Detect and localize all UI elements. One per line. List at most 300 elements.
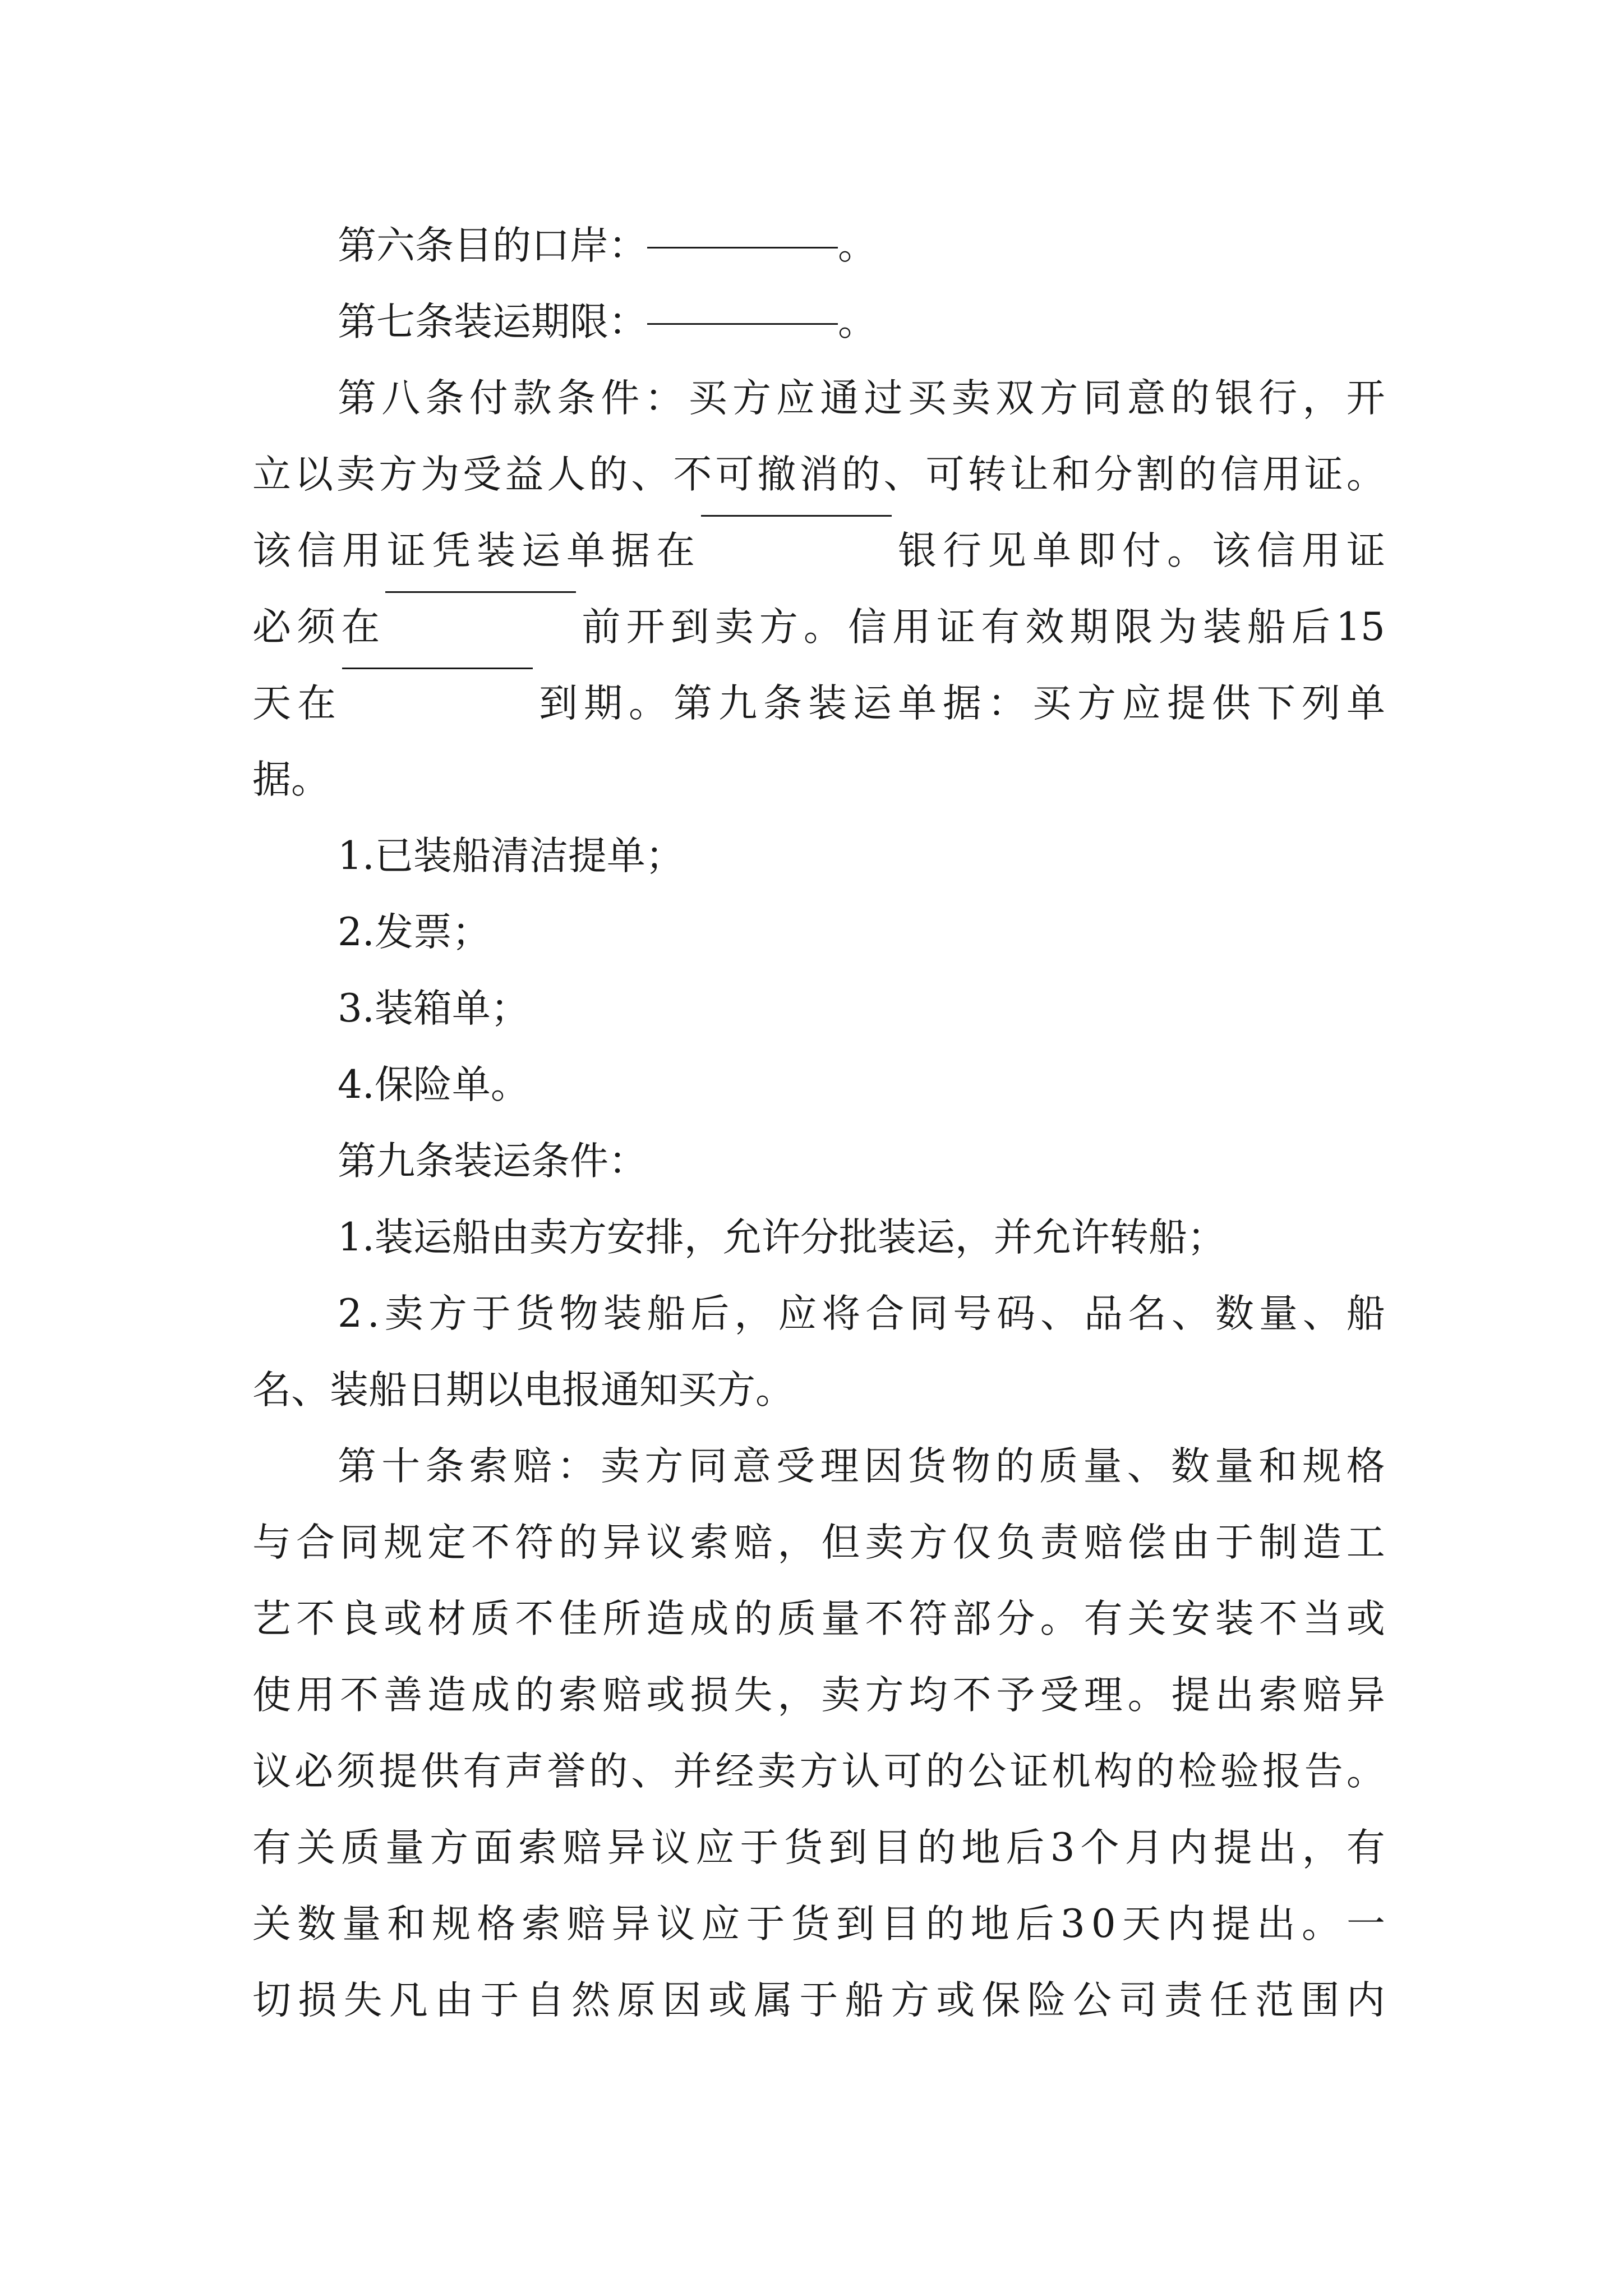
line-text: 。 bbox=[838, 300, 877, 344]
line-glyph: 让 bbox=[1009, 452, 1049, 497]
line-glyph: 在 bbox=[656, 528, 695, 573]
line-glyph: 意 bbox=[1127, 376, 1166, 421]
line-glyph: 索 bbox=[518, 1825, 557, 1870]
line-glyph: 异 bbox=[611, 1902, 651, 1947]
line-glyph: 的 bbox=[1178, 452, 1217, 497]
line-glyph: 方 bbox=[759, 605, 798, 650]
line-glyph: 偿 bbox=[1127, 1520, 1166, 1565]
line-glyph: 或 bbox=[708, 1978, 747, 2023]
line-glyph: ： bbox=[557, 1444, 596, 1489]
line-glyph: ， bbox=[734, 1291, 773, 1336]
line-glyph: 通 bbox=[820, 376, 859, 421]
line-glyph: 索 bbox=[469, 1444, 508, 1489]
line-glyph: 卖 bbox=[757, 1749, 796, 1794]
line-glyph: 意 bbox=[732, 1444, 771, 1489]
line-glyph: 量 bbox=[1258, 1291, 1298, 1336]
line-glyph: 赔 bbox=[1083, 1520, 1123, 1565]
line-glyph: 险 bbox=[1027, 1978, 1066, 2023]
line-glyph: 属 bbox=[754, 1978, 793, 2023]
line-glyph: 议 bbox=[651, 1825, 690, 1870]
line-glyph: 质 bbox=[471, 1596, 510, 1641]
line-glyph: 质 bbox=[777, 1596, 817, 1641]
line-glyph: 于 bbox=[740, 1825, 779, 1870]
line-glyph: 目 bbox=[880, 1902, 920, 1947]
line-glyph: 的 bbox=[589, 452, 628, 497]
line-glyph: 方 bbox=[799, 1749, 838, 1794]
line-glyph: 期 bbox=[1069, 605, 1109, 650]
line-glyph: 索 bbox=[522, 1902, 561, 1947]
line-glyph: 关 bbox=[297, 1825, 336, 1870]
line-glyph: 有 bbox=[981, 605, 1020, 650]
line-glyph: 割 bbox=[1136, 452, 1175, 497]
text-line bbox=[252, 894, 1385, 970]
line-glyph: 与 bbox=[252, 1520, 291, 1565]
line-glyph: 出 bbox=[1215, 1673, 1254, 1718]
line-glyph: 关 bbox=[252, 1902, 291, 1947]
line-glyph: ， bbox=[777, 1520, 817, 1565]
line-glyph: 赔 bbox=[562, 1825, 602, 1870]
text-line bbox=[252, 1047, 1385, 1123]
line-glyph: 量 bbox=[1083, 1444, 1122, 1489]
line-glyph: 证 bbox=[1009, 1749, 1049, 1794]
line-glyph: 到 bbox=[539, 681, 578, 726]
line-glyph: 的 bbox=[589, 1749, 628, 1794]
line-glyph: 不 bbox=[340, 1673, 379, 1718]
line-glyph: 。 bbox=[1167, 528, 1206, 573]
line-glyph: 买 bbox=[1032, 681, 1071, 726]
line-glyph: 应 bbox=[695, 1825, 735, 1870]
line-glyph: 或 bbox=[1346, 1596, 1385, 1641]
line-glyph: 应 bbox=[778, 1291, 817, 1336]
line-glyph: 分 bbox=[1094, 452, 1133, 497]
line-glyph: 或 bbox=[646, 1673, 685, 1718]
line-text: 第七条装运期限： bbox=[338, 300, 647, 344]
line-glyph: 据 bbox=[611, 528, 650, 573]
line-glyph: 开 bbox=[626, 605, 665, 650]
line-glyph: 即 bbox=[1077, 528, 1116, 573]
line-glyph: ， bbox=[777, 1673, 817, 1718]
line-glyph: 、 bbox=[1127, 1444, 1166, 1489]
line-glyph: 失 bbox=[734, 1673, 773, 1718]
line-glyph: 该 bbox=[1212, 528, 1251, 573]
line-glyph: 物 bbox=[559, 1291, 598, 1336]
line-glyph: 后 bbox=[1291, 605, 1330, 650]
line-glyph: 。 bbox=[803, 605, 842, 650]
fill-in-blank[interactable] bbox=[647, 245, 838, 249]
line-glyph: 不 bbox=[296, 1596, 335, 1641]
line-glyph: 成 bbox=[690, 1596, 729, 1641]
line-glyph: 单 bbox=[898, 681, 937, 726]
line-glyph: 质 bbox=[341, 1825, 380, 1870]
line-glyph: 证 bbox=[937, 605, 976, 650]
line-glyph: 船 bbox=[647, 1291, 686, 1336]
line-glyph: 工 bbox=[1346, 1520, 1385, 1565]
line-glyph: 列 bbox=[1302, 681, 1340, 726]
line-glyph: 原 bbox=[617, 1978, 656, 2023]
text-line bbox=[252, 1962, 1385, 2039]
line-glyph: 卖 bbox=[821, 1673, 860, 1718]
line-glyph: 理 bbox=[1083, 1673, 1123, 1718]
line-glyph: 到 bbox=[836, 1902, 875, 1947]
line-glyph: 公 bbox=[967, 1749, 1007, 1794]
line-glyph: 撤 bbox=[757, 452, 796, 497]
line-glyph: . bbox=[367, 1291, 380, 1336]
line-glyph: 有 bbox=[252, 1825, 291, 1870]
line-glyph: 合 bbox=[296, 1520, 335, 1565]
line-glyph: 验 bbox=[1220, 1749, 1259, 1794]
line-glyph: 益 bbox=[505, 452, 544, 497]
line-text: 2.发票； bbox=[338, 910, 491, 955]
line-glyph: ： bbox=[988, 681, 1026, 726]
line-glyph: 内 bbox=[1346, 1978, 1385, 2023]
line-glyph: 。 bbox=[629, 681, 667, 726]
line-glyph: 天 bbox=[1122, 1902, 1161, 1947]
line-glyph: 制 bbox=[1258, 1520, 1298, 1565]
line-glyph: 方 bbox=[428, 1291, 467, 1336]
text-line bbox=[252, 665, 1385, 742]
line-glyph: 艺 bbox=[252, 1596, 291, 1641]
text-line bbox=[252, 1657, 1385, 1733]
line-glyph: 用 bbox=[296, 1673, 335, 1718]
line-glyph: 赔 bbox=[513, 1444, 552, 1489]
document-body bbox=[252, 208, 1385, 2039]
line-glyph: 异 bbox=[602, 1520, 642, 1565]
text-line bbox=[252, 589, 1385, 665]
line-glyph: 买 bbox=[688, 376, 727, 421]
line-glyph: 为 bbox=[1158, 605, 1197, 650]
line-glyph: 开 bbox=[1346, 376, 1385, 421]
line-glyph: 受 bbox=[776, 1444, 815, 1489]
text-line bbox=[252, 436, 1385, 513]
fill-in-blank[interactable] bbox=[701, 513, 892, 517]
line-glyph: 可 bbox=[925, 452, 965, 497]
line-glyph: 出 bbox=[1257, 1825, 1297, 1870]
line-glyph: 机 bbox=[1052, 1749, 1091, 1794]
line-glyph: 索 bbox=[559, 1673, 598, 1718]
line-glyph: 不 bbox=[515, 1596, 554, 1641]
text-line bbox=[252, 208, 1385, 284]
line-glyph: 失 bbox=[343, 1978, 382, 2023]
line-glyph: 格 bbox=[1346, 1444, 1385, 1489]
line-glyph: 条 bbox=[557, 376, 596, 421]
line-glyph: 索 bbox=[690, 1520, 729, 1565]
line-glyph: 月 bbox=[1124, 1825, 1164, 1870]
text-line bbox=[252, 1352, 1385, 1428]
line-glyph: 第 bbox=[338, 376, 376, 421]
line-glyph: 方 bbox=[1077, 681, 1116, 726]
line-glyph: 和 bbox=[1052, 452, 1091, 497]
line-glyph: 行 bbox=[943, 528, 981, 573]
line-glyph: 以 bbox=[294, 452, 334, 497]
line-glyph: 。 bbox=[1346, 452, 1385, 497]
line-glyph: 的 bbox=[841, 452, 880, 497]
line-glyph: 因 bbox=[864, 1444, 903, 1489]
line-glyph: 范 bbox=[1255, 1978, 1294, 2023]
line-glyph: 供 bbox=[421, 1749, 460, 1794]
line-glyph: 后 bbox=[690, 1291, 730, 1336]
line-glyph: 内 bbox=[1166, 1902, 1206, 1947]
line-glyph: 于 bbox=[746, 1902, 785, 1947]
line-glyph: 装 bbox=[1202, 605, 1242, 650]
text-line bbox=[252, 1123, 1385, 1199]
line-glyph: 赔 bbox=[602, 1673, 642, 1718]
line-glyph: 善 bbox=[384, 1673, 423, 1718]
line-glyph: 理 bbox=[820, 1444, 859, 1489]
line-glyph: 货 bbox=[791, 1902, 830, 1947]
line-glyph: 证 bbox=[1304, 452, 1343, 497]
line-glyph: 行 bbox=[1258, 376, 1298, 421]
line-glyph: 品 bbox=[1084, 1291, 1123, 1336]
line-glyph: 良 bbox=[340, 1596, 379, 1641]
line-glyph: 信 bbox=[297, 528, 336, 573]
line-glyph: 证 bbox=[1347, 528, 1385, 573]
line-glyph: 量 bbox=[342, 1902, 381, 1947]
fill-in-blank[interactable] bbox=[385, 589, 576, 593]
text-line bbox=[252, 1733, 1385, 1810]
line-glyph: 货 bbox=[907, 1444, 947, 1489]
fill-in-blank[interactable] bbox=[647, 321, 838, 325]
line-glyph: 在 bbox=[341, 605, 380, 650]
line-glyph: 0 bbox=[1091, 1902, 1116, 1947]
line-glyph: 用 bbox=[1262, 452, 1301, 497]
text-line bbox=[252, 1276, 1385, 1352]
line-glyph: 或 bbox=[384, 1596, 423, 1641]
line-glyph: 关 bbox=[1127, 1596, 1166, 1641]
line-glyph: 、 bbox=[1171, 1291, 1210, 1336]
line-glyph: 成 bbox=[471, 1673, 510, 1718]
line-glyph: 到 bbox=[828, 1825, 868, 1870]
line-glyph: 责 bbox=[1040, 1520, 1079, 1565]
line-glyph: 人 bbox=[547, 452, 586, 497]
line-glyph: ， bbox=[1302, 376, 1341, 421]
text-line bbox=[252, 1504, 1385, 1581]
line-glyph: 第 bbox=[674, 681, 712, 726]
line-glyph: 声 bbox=[505, 1749, 544, 1794]
line-glyph: 和 bbox=[1258, 1444, 1298, 1489]
text-line bbox=[252, 1581, 1385, 1657]
line-glyph: 、 bbox=[631, 452, 670, 497]
line-text: 名、装船日期以电报通知买方。 bbox=[252, 1368, 794, 1412]
line-glyph: 当 bbox=[1302, 1596, 1341, 1641]
line-glyph: 船 bbox=[1346, 1291, 1385, 1336]
line-glyph: 。 bbox=[1040, 1596, 1079, 1641]
line-glyph: 方 bbox=[890, 1978, 929, 2023]
line-glyph: 提 bbox=[379, 1749, 418, 1794]
line-glyph: 买 bbox=[907, 376, 947, 421]
line-glyph: 由 bbox=[1171, 1520, 1210, 1565]
line-glyph: 负 bbox=[996, 1520, 1035, 1565]
line-glyph: 、 bbox=[1302, 1291, 1341, 1336]
line-glyph: 同 bbox=[1083, 376, 1122, 421]
line-glyph: 必 bbox=[294, 1749, 334, 1794]
line-glyph: 见 bbox=[988, 528, 1026, 573]
line-glyph: 卖 bbox=[336, 452, 376, 497]
line-glyph: 异 bbox=[1346, 1673, 1385, 1718]
line-glyph: 用 bbox=[342, 528, 381, 573]
line-glyph: 的 bbox=[559, 1520, 598, 1565]
line-glyph: 下 bbox=[1257, 681, 1295, 726]
line-glyph: 切 bbox=[252, 1978, 291, 2023]
line-glyph: 方 bbox=[909, 1520, 948, 1565]
line-glyph: 佳 bbox=[559, 1596, 598, 1641]
line-glyph: 八 bbox=[381, 376, 421, 421]
line-glyph: 立 bbox=[252, 452, 291, 497]
line-glyph: 付 bbox=[469, 376, 508, 421]
line-glyph: 量 bbox=[821, 1596, 860, 1641]
line-glyph: 部 bbox=[952, 1596, 992, 1641]
line-glyph: 单 bbox=[1032, 528, 1071, 573]
line-glyph: 司 bbox=[1118, 1978, 1158, 2023]
line-glyph: 或 bbox=[936, 1978, 975, 2023]
line-glyph: 数 bbox=[297, 1902, 336, 1947]
line-glyph: 出 bbox=[1256, 1902, 1295, 1947]
line-glyph: 议 bbox=[646, 1520, 685, 1565]
line-text: 。 bbox=[838, 223, 877, 268]
line-text: 1.已装船清洁提单； bbox=[338, 834, 684, 878]
line-glyph: 同 bbox=[688, 1444, 727, 1489]
line-glyph: 地 bbox=[961, 1825, 1000, 1870]
line-text: 4.保险单。 bbox=[338, 1062, 529, 1107]
line-glyph: 信 bbox=[847, 605, 887, 650]
line-glyph: 船 bbox=[845, 1978, 884, 2023]
line-glyph: 单 bbox=[1347, 681, 1385, 726]
line-glyph: 条 bbox=[425, 1444, 464, 1489]
line-glyph: 一 bbox=[1346, 1902, 1385, 1947]
line-glyph: ， bbox=[1302, 1825, 1341, 1870]
line-glyph: 造 bbox=[1302, 1520, 1341, 1565]
line-glyph: 誉 bbox=[547, 1749, 586, 1794]
line-glyph: 银 bbox=[898, 528, 937, 573]
line-glyph: 并 bbox=[673, 1749, 712, 1794]
line-glyph: 合 bbox=[865, 1291, 905, 1336]
line-glyph: 于 bbox=[480, 1978, 519, 2023]
line-glyph: 构 bbox=[1094, 1749, 1133, 1794]
line-glyph: 卖 bbox=[384, 1291, 423, 1336]
line-glyph: 方 bbox=[865, 1673, 904, 1718]
line-glyph: 提 bbox=[1167, 681, 1206, 726]
line-glyph: 限 bbox=[1114, 605, 1153, 650]
line-glyph: 单 bbox=[566, 528, 605, 573]
line-glyph: 有 bbox=[1346, 1825, 1385, 1870]
line-glyph: 规 bbox=[384, 1520, 423, 1565]
line-glyph: 保 bbox=[981, 1978, 1021, 2023]
line-glyph: 于 bbox=[1215, 1520, 1254, 1565]
line-glyph: 和 bbox=[387, 1902, 426, 1947]
line-glyph: 。 bbox=[1127, 1673, 1166, 1718]
line-glyph: 造 bbox=[427, 1673, 467, 1718]
line-glyph: 应 bbox=[1122, 681, 1161, 726]
line-glyph: 赔 bbox=[1302, 1673, 1341, 1718]
line-glyph: 的 bbox=[917, 1825, 956, 1870]
line-glyph: 个 bbox=[1080, 1825, 1119, 1870]
line-glyph: 方 bbox=[430, 1825, 469, 1870]
line-glyph: 符 bbox=[909, 1596, 948, 1641]
line-glyph: 赔 bbox=[734, 1520, 773, 1565]
line-glyph: ： bbox=[644, 376, 684, 421]
line-glyph: 卖 bbox=[714, 605, 754, 650]
text-line bbox=[252, 360, 1385, 436]
line-glyph: 内 bbox=[1169, 1825, 1208, 1870]
line-glyph: 3 bbox=[1050, 1825, 1075, 1870]
line-glyph: 任 bbox=[1209, 1978, 1248, 2023]
line-glyph: 条 bbox=[763, 681, 802, 726]
line-glyph: 必 bbox=[252, 605, 291, 650]
line-glyph: 到 bbox=[670, 605, 709, 650]
line-glyph: 。 bbox=[1346, 1749, 1385, 1794]
line-glyph: 规 bbox=[1302, 1444, 1341, 1489]
line-glyph: 检 bbox=[1178, 1749, 1217, 1794]
line-glyph: 不 bbox=[471, 1520, 510, 1565]
line-glyph: 认 bbox=[841, 1749, 880, 1794]
line-glyph: 装 bbox=[808, 681, 847, 726]
line-glyph: 前 bbox=[582, 605, 621, 650]
line-glyph: 围 bbox=[1301, 1978, 1340, 2023]
fill-in-blank[interactable] bbox=[342, 665, 533, 669]
line-glyph: 证 bbox=[387, 528, 426, 573]
line-glyph: 卖 bbox=[865, 1520, 904, 1565]
line-glyph: 方 bbox=[379, 452, 418, 497]
line-glyph: 使 bbox=[252, 1673, 291, 1718]
line-glyph: 的 bbox=[1136, 1749, 1175, 1794]
line-glyph: 货 bbox=[784, 1825, 823, 1870]
line-glyph: 的 bbox=[925, 1749, 965, 1794]
line-glyph: 、 bbox=[631, 1749, 670, 1794]
line-glyph: 的 bbox=[515, 1673, 554, 1718]
line-glyph: 应 bbox=[776, 376, 815, 421]
line-glyph: 信 bbox=[1220, 452, 1259, 497]
line-glyph: 的 bbox=[925, 1902, 965, 1947]
text-line bbox=[252, 284, 1385, 360]
line-glyph: 提 bbox=[1171, 1673, 1210, 1718]
line-glyph: 所 bbox=[602, 1596, 642, 1641]
line-glyph: 异 bbox=[607, 1825, 646, 1870]
line-glyph: 号 bbox=[953, 1291, 992, 1336]
line-glyph: 安 bbox=[1171, 1596, 1210, 1641]
line-glyph: 天 bbox=[252, 681, 291, 726]
line-glyph: 方 bbox=[732, 376, 771, 421]
line-text: 3.装箱单； bbox=[338, 986, 529, 1031]
line-glyph: 的 bbox=[995, 1444, 1035, 1489]
line-glyph: 受 bbox=[463, 452, 502, 497]
line-glyph: 凡 bbox=[389, 1978, 428, 2023]
line-glyph: 装 bbox=[603, 1291, 642, 1336]
line-glyph: 不 bbox=[952, 1673, 992, 1718]
line-glyph: 量 bbox=[1215, 1444, 1254, 1489]
line-glyph: 量 bbox=[385, 1825, 425, 1870]
line-glyph: 予 bbox=[996, 1673, 1035, 1718]
line-glyph: 码 bbox=[997, 1291, 1036, 1336]
text-line bbox=[252, 818, 1385, 894]
line-glyph: 卖 bbox=[951, 376, 990, 421]
line-glyph: 该 bbox=[252, 528, 291, 573]
text-line bbox=[252, 1428, 1385, 1504]
line-glyph: 报 bbox=[1262, 1749, 1301, 1794]
line-glyph: 地 bbox=[970, 1902, 1009, 1947]
line-glyph: 第 bbox=[338, 1444, 376, 1489]
line-glyph: 方 bbox=[1039, 376, 1078, 421]
line-glyph: 方 bbox=[644, 1444, 684, 1489]
line-glyph: 自 bbox=[525, 1978, 565, 2023]
line-glyph: 的 bbox=[734, 1596, 773, 1641]
line-glyph: 将 bbox=[822, 1291, 861, 1336]
line-glyph: 于 bbox=[799, 1978, 838, 2023]
text-line bbox=[252, 742, 1385, 818]
line-glyph: 转 bbox=[967, 452, 1007, 497]
line-glyph: 应 bbox=[701, 1902, 740, 1947]
line-glyph: 条 bbox=[425, 376, 464, 421]
line-glyph: 须 bbox=[336, 1749, 376, 1794]
line-glyph: 为 bbox=[421, 452, 460, 497]
